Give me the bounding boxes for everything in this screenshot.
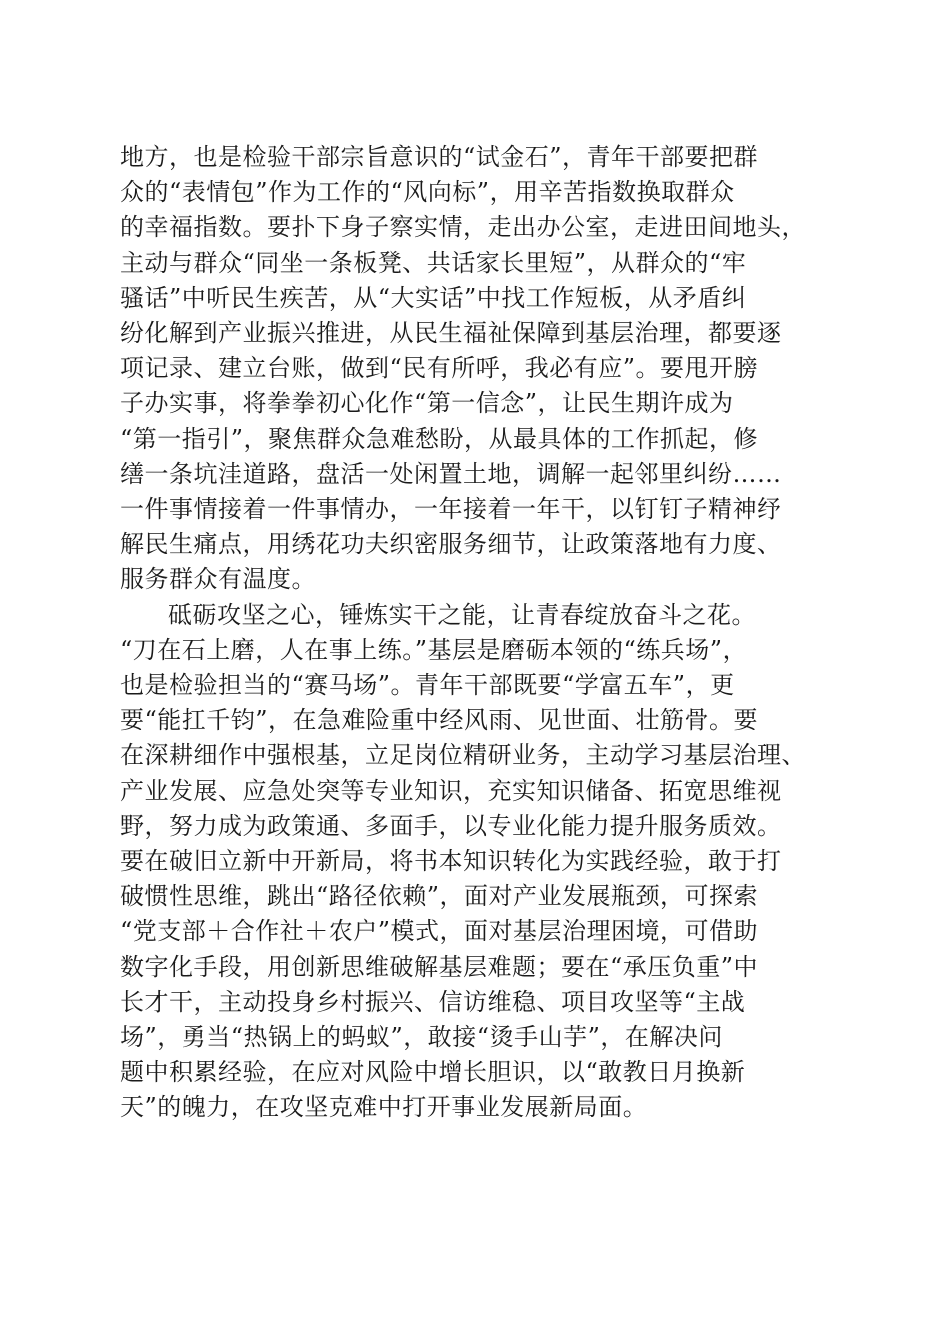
text-line: 子办实事，将拳拳初心化作“第一信念”，让民生期许成为 [120, 389, 734, 418]
text-line: “刀在石上磨，人在事上练。”基层是磨砺本领的“练兵场”， [120, 635, 748, 664]
body-text [120, 140, 840, 1126]
text-line: 地方，也是检验干部宗旨意识的“试金石”，青年干部要把群 [120, 143, 759, 171]
text-line: “第一指引”，聚焦群众急难愁盼，从最具体的工作抓起，修 [120, 424, 759, 453]
text-line: 天”的魄力，在攻坚克难中打开事业发展新局面。 [120, 1093, 648, 1122]
text-line: 野，努力成为政策通、多面手，以专业化能力提升服务质效。 [120, 811, 782, 840]
text-line: 项记录、建立台账，做到“民有所呼，我必有应”。要甩开膀 [120, 354, 759, 383]
text-line: 众的“表情包”作为工作的“风向标”，用辛苦指数换取群众 [120, 178, 735, 207]
text-line: 长才干，主动投身乡村振兴、信访维稳、项目攻坚等“主战 [120, 987, 746, 1016]
paragraph-2 [120, 598, 840, 1126]
text-line: 在深耕细作中强根基，立足岗位精研业务，主动学习基层治理、 [120, 741, 806, 770]
text-line: 主动与群众“同坐一条板凳、共话家长里短”，从群众的“牢 [120, 248, 747, 277]
text-line: 一件事情接着一件事情办，一年接着一年干，以钉钉子精神纾 [120, 495, 782, 524]
text-line: “党支部＋合作社＋农户”模式，面对基层治理困境，可借助 [120, 917, 759, 946]
text-line: 的幸福指数。要扑下身子察实情，走出办公室，走进田间地头， [120, 213, 806, 242]
text-line: 产业发展、应急处突等专业知识，充实知识储备、拓宽思维视 [120, 776, 782, 805]
text-line: 破惯性思维，跳出“路径依赖”，面对产业发展瓶颈，可探索 [120, 882, 759, 911]
text-line: 服务群众有温度。 [120, 565, 316, 594]
text-line: 纷化解到产业振兴推进，从民生福祉保障到基层治理，都要逐 [120, 319, 782, 348]
text-line: 缮一条坑洼道路，盘活一处闲置土地，调解一起邻里纠纷…… [120, 459, 782, 488]
text-line: 数字化手段，用创新思维破解基层难题；要在“承压负重”中 [120, 952, 759, 981]
text-line: 也是检验担当的“赛马场”。青年干部既要“学富五车”，更 [120, 671, 735, 700]
text-line: 题中积累经验，在应对风险中增长胆识，以“敢教日月换新 [120, 1058, 746, 1087]
paragraph-1 [120, 140, 840, 598]
text-line: 要在破旧立新中开新局，将书本知识转化为实践经验，敢于打 [120, 847, 782, 876]
text-line: 解民生痛点，用绣花功夫织密服务细节，让政策落地有力度、 [120, 530, 782, 559]
text-line-first: 砥砺攻坚之心，锤炼实干之能，让青春绽放奋斗之花。 [168, 600, 756, 629]
text-line: 要“能扛千钧”，在急难险重中经风雨、见世面、壮筋骨。要 [120, 706, 759, 735]
text-line: 骚话”中听民生疾苦，从“大实话”中找工作短板，从矛盾纠 [120, 283, 747, 312]
text-line: 场”，勇当“热锅上的蚂蚁”，敢接“烫手山芋”，在解决问 [120, 1023, 723, 1052]
